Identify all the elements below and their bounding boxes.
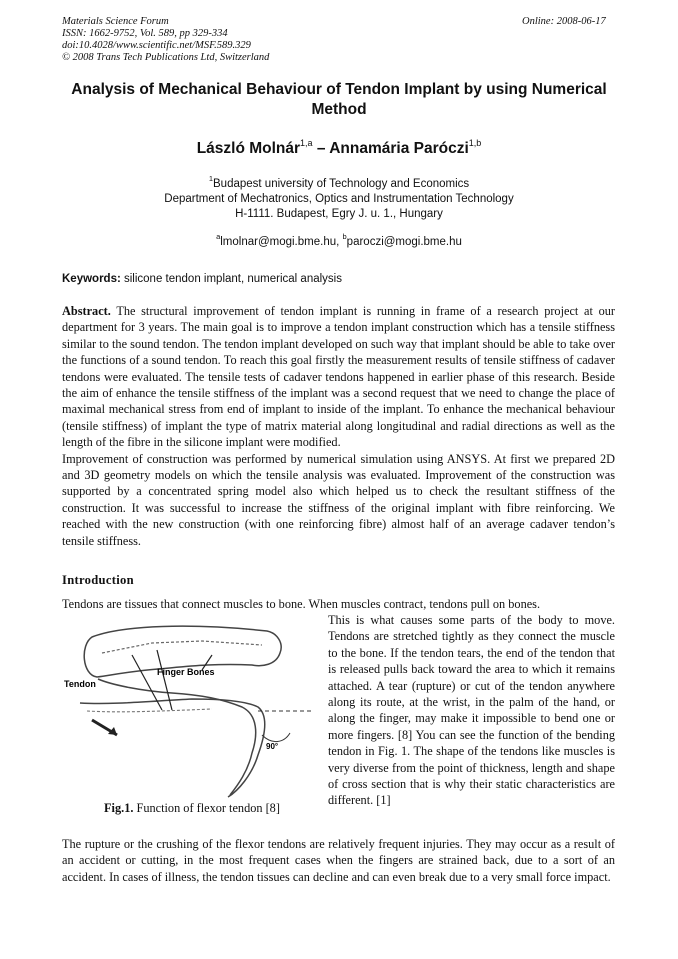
finger-bent-outline-2 [80,699,265,797]
angle-arc [262,733,290,742]
intro-lead: Tendons are tissues that connect muscles to bone. When muscles contract, tendons pull on bones. [62,597,541,611]
author-2-affil: 1,b [468,138,482,148]
intro-p2: The rupture or the crushing of the flexor tendons are relatively frequent injuries. They may occur as a result of an accident or cutting, in the most frequent cases when the fingers are strained back, due to a sort of an accident. In cases of illness, the tendon tissues can decline and can even break due to a very small force impact. [62,837,615,884]
intro-wrap-text: This is what causes some parts of the body to move. Tendons are stretched tightly as they connect the muscle to the bone. If the tendon tears, the end of the tendon that is released pulls back toward the area to which it remains attached. A tear (rupture) or cut of the tendon anywhere along its route, at the wrist, in the palm of the hand, or along the finger, may make it impossible to bend one or more fingers. [8] You can see the function of the bending tendon in Fig. 1. The shape of the tendons like muscles is very diverse from the point of thickness, length and shape of cross section that is why their static characteristics are different. [1] [328,613,615,808]
institution: Budapest university of Technology and Economics [213,178,470,190]
affil-mark: 1 [208,174,214,183]
online-date: Online: 2008-06-17 [522,16,606,27]
author-1: László Molnár [196,140,301,157]
figure-label: Fig.1. [104,801,134,815]
issn: ISSN: 1662-9752, Vol. 589, pp 329-334 [62,28,228,39]
journal-header [62,16,269,64]
abstract-label: Abstract. [62,304,111,318]
journal-name: Materials Science Forum [62,16,169,27]
tendon-upper [102,641,262,653]
emails: $^a$lmolnar@mogi.bme.hu, $^b$paroczi@mogi.bme.hu [216,232,462,248]
copyright: © 2008 Trans Tech Publications Ltd, Switzerland [62,52,270,63]
authors-line [62,133,616,159]
author-separator: – [312,140,330,157]
figure-caption-text: Function of flexor tendon [8] [133,801,280,815]
keywords [62,272,616,287]
paper-title: Analysis of Mechanical Behaviour of Tendon Implant by using Numerical Method [71,81,607,118]
email-a-mark: a [216,232,221,241]
finger-bent-outline [98,679,256,795]
address: H-1111. Budapest, Egry J. u. 1., Hungary [235,208,443,220]
doi: doi:10.4028/www.scientific.net/MSF.589.329 [62,40,251,51]
abstract-p1: The structural improvement of tendon implant is running in frame of a research project at our department for 3 years. The main goal is to improve a tendon implant construction which has a tensile stiffness similar to the sound tendon. The tendon implant developed on such way that implant should be able to take over the functions of a sound tendon. To reach this goal firstly the measurement results of tensile stiffness of cadaver tendons were evaluated. The tensile tests of cadaver tendons happened in earlier phase of this research. Beside the aim of enhance the tensile stiffness of the implant was a second request that we need to change the place of maximal mechanical stress from end of implant to inside of the implant. To enhance the mechanical behaviour (tensile stiffness) of implant the type of matrix material along longitudinal and radial directions as well as the length of the fibre in the silicone implant were modified. [62,304,615,450]
finger-diagram [62,615,322,800]
affiliation [62,171,616,222]
keywords-label: Keywords: [62,273,121,285]
author-2: Annamária Paróczi [329,140,469,157]
label-tendon: Tendon [64,679,96,689]
figure-caption [62,801,322,816]
author-1-affil: 1,a [300,138,313,148]
section-heading-introduction: Introduction [62,573,134,587]
email-a[interactable]: lmolnar@mogi.bme.hu [220,236,337,248]
department: Department of Mechatronics, Optics and Instrumentation Technology [164,193,514,205]
abstract-p2: Improvement of construction was performed by numerical simulation using ANSYS. At first we prepared 2D and 3D geometry models on which the tensile analysis was evaluated. Improvement of the construction was supported by a concentrated spring model also which helped us to check the resultant stiffness of the construction. It was successful to increase the stiffness of the original implant with fibre reinforcing. We reached with the new construction (with one reinforcing fibre) almost half of an average cadaver tendon’s tensile stiffness. [62,451,615,548]
label-angle: 90° [266,742,279,751]
email-b-mark: b [342,232,347,241]
email-b[interactable]: paroczi@mogi.bme.hu [346,236,462,248]
keywords-text: silicone tendon implant, numerical analysis [120,273,342,285]
tendon-lower [87,709,212,712]
label-finger-bones: Finger Bones [157,667,215,677]
abstract [62,303,615,549]
